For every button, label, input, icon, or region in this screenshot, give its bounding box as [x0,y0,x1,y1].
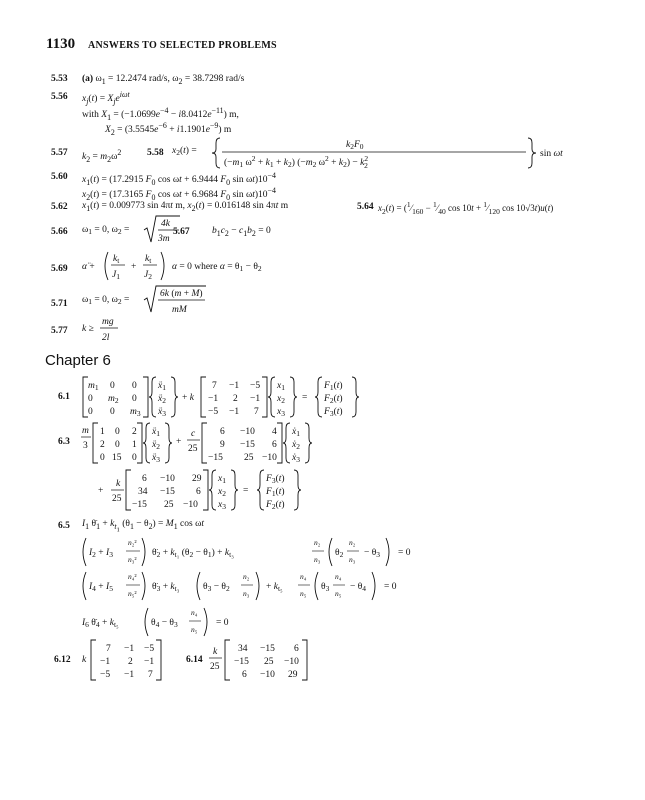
svg-text:−15: −15 [260,644,275,654]
svg-text:x3: $x_3$ [277,407,285,418]
answer-text: $I_1$ $\thetä_1 + k_{t_1}$ $(\theta_1 - \theta_2) = M_1$ cos ωt [82,519,204,534]
svg-text:n₃: n₃ [314,555,321,564]
svg-text:n₅²: n₅² [128,589,137,598]
svg-text:2: 2 [128,657,133,667]
svg-text:9: 9 [220,440,225,450]
svg-text:7: 7 [212,381,217,391]
svg-text:+: + [176,437,182,447]
svg-text:−15: −15 [208,453,223,463]
svg-text:n₂: n₂ [349,538,356,547]
svg-text:I4 + I5: $I_4 + I_5$ [89,582,113,593]
answer-label: 6.1 [58,392,70,402]
svg-text:0: 0 [110,407,115,417]
svg-text:−10: −10 [284,657,299,667]
svg-text:0: 0 [115,440,120,450]
answer-text: with $X_1 = (-1.0699e^{-4} - i8.0412e^{-11})$ m, [82,106,239,123]
svg-text:n₅: n₅ [300,589,307,598]
svg-text:0: 0 [132,453,137,463]
svg-text:=: = [302,393,308,403]
svg-text:25: 25 [188,444,198,454]
svg-text:ẍ1: ẍ$_1$ [158,381,166,392]
svg-text:− θ4: − $\theta_4$ [350,582,367,593]
answer-text: $x_j(t) = X_je^{i\omega t}$ [82,90,130,107]
svg-text:0: 0 [132,394,137,404]
svg-text:7: 7 [148,670,153,680]
svg-text:0: 0 [100,453,105,463]
svg-text:n₄: n₄ [335,572,342,581]
svg-text:ω1 = 0, ω2 =: $\omega_1 = 0$, $\omega_2$ = [82,225,130,236]
svg-text:−10: −10 [240,427,255,437]
svg-text:x2(t) =: $x_2(t)$ = [172,146,197,157]
svg-text:−5: −5 [250,381,261,391]
svg-text:0: 0 [110,381,115,391]
svg-text:25: 25 [264,657,274,667]
answer-text: $X_2 = (3.5545e^{-6} + i1.1901e^{-9})$ m [105,121,232,138]
answer-label: 5.66 [51,227,68,237]
svg-text:6k (m + M): 6k (m + M) [160,289,203,299]
svg-text:n₅: n₅ [191,625,198,634]
equation-5-77 [80,312,160,348]
svg-text:ẋ1: ẋ$_1$ [292,427,300,438]
svg-text:−1: −1 [100,657,111,667]
svg-text:J1: $J_1$ [112,270,120,281]
svg-text:ẋ2: ẋ$_2$ [292,440,300,451]
svg-text:0: 0 [88,394,93,404]
svg-text:−15: −15 [132,500,147,510]
svg-text:k ≥: k ≥ [82,324,94,334]
page-number: 1130 [46,36,76,52]
svg-text:ẍ3: ẍ$_3$ [158,407,166,418]
svg-text:−15: −15 [234,657,249,667]
svg-text:F3(t): $F_3(t)$ [324,407,343,418]
svg-text:−15: −15 [240,440,255,450]
svg-text:−10: −10 [183,500,198,510]
answer-text: $x_2(t) = (17.3165$ $F_0$ cos ωt + 6.9684 $F_0$ $\sin \omega t)10^{-4}$ [82,186,276,203]
svg-text:7: 7 [106,644,111,654]
svg-text:sin ωt: sin ωt [540,149,563,159]
svg-text:kt: $k_t$ [145,254,152,265]
svg-text:−1: −1 [144,657,155,667]
svg-text:0: 0 [115,427,120,437]
svg-text:F3(t): $F_3(t)$ [266,474,285,485]
svg-text:2: 2 [132,427,137,437]
svg-text:k: k [116,479,121,489]
svg-text:α = 0 where α = θ1 − θ2: α = 0 where $\alpha = \theta_1 - \theta_2$ [172,262,262,273]
answer-label: 5.57 [51,148,68,158]
svg-text:ẍ2: ẍ$_2$ [158,394,166,405]
svg-text:n₄: n₄ [300,572,307,581]
svg-text:25: 25 [210,662,220,672]
answer-label: 5.60 [51,172,68,182]
answer-label: 5.67 [173,227,190,237]
svg-text:7: 7 [254,407,259,417]
answer-text: $x_2(t)$ = ($^1⁄_{160}$ − $^1⁄_{40}$ $\cos 10t + ^1⁄_{120}$ cos 10√3t)u(t) [378,200,554,216]
svg-text:= 0: = 0 [216,618,229,628]
svg-text:6: 6 [294,644,299,654]
svg-text:α̈ +: α̈ + [82,262,95,272]
svg-text:ẍ1: ẍ$_1$ [152,427,160,438]
equation-6-1 [80,374,520,420]
svg-text:−1: −1 [124,670,135,680]
answer-label: 5.77 [51,326,68,336]
svg-text:m1: $m_1$ [88,381,99,392]
svg-text:mg: mg [102,317,114,327]
svg-text:6: 6 [142,474,147,484]
svg-text:= 0: = 0 [398,548,411,558]
svg-text:x3: $x_3$ [218,500,226,511]
svg-text:2l: 2l [102,333,110,343]
answer-label: 5.58 [147,148,164,158]
svg-text:6: 6 [272,440,277,450]
answer-label: 6.12 [54,655,71,665]
svg-text:k: k [213,647,218,657]
svg-text:+: + [98,486,104,496]
svg-text:−10: −10 [262,453,277,463]
svg-text:θ4 − θ3: $\theta_4 - \theta_3$ [151,618,178,629]
svg-text:34: 34 [238,644,248,654]
svg-text:x2: $x_2$ [277,394,285,405]
answer-label: 6.5 [58,521,70,531]
svg-text:15: 15 [112,453,122,463]
answer-label: 6.14 [186,655,203,665]
equation-6-3 [80,420,520,520]
svg-text:F1(t): $F_1(t)$ [266,487,285,498]
svg-text:+ kt₅: + $k_{t_5}$ [266,582,283,593]
svg-text:25: 25 [164,500,174,510]
svg-text:θ3 − θ2: $\theta_3 - \theta_2$ [203,582,230,593]
svg-text:θ̈3 + kt₃: $\thetä_3 + k_{t_3}$ [152,582,180,593]
svg-text:−10: −10 [160,474,175,484]
answer-text: $x_1(t) = (17.2915$ $F_0$ cos ωt + 6.9444 $F_0$ $\sin \omega t)10^{-4}$ [82,171,276,188]
svg-text:25: 25 [244,453,254,463]
svg-text:x1: $x_1$ [218,474,226,485]
svg-text:2: 2 [100,440,105,450]
svg-text:n₂: n₂ [314,538,321,547]
svg-text:34: 34 [138,487,148,497]
svg-text:4k: 4k [161,219,170,229]
svg-text:k2F0: $k_2F_0$ [346,140,364,151]
answer-label: 5.53 [51,74,68,84]
answer-label: 5.71 [51,299,68,309]
answer-label: 5.69 [51,264,68,274]
answer-label: 6.3 [58,437,70,447]
svg-text:6: 6 [196,487,201,497]
svg-text:25: 25 [112,494,122,504]
svg-text:= 0: = 0 [384,582,397,592]
svg-text:θ2: $\theta_2$ [335,548,344,559]
svg-text:x1: $x_1$ [277,381,285,392]
svg-text:+ k: + k [182,393,194,403]
svg-text:−15: −15 [160,487,175,497]
svg-text:−1: −1 [208,394,219,404]
svg-text:−5: −5 [208,407,219,417]
svg-text:mM: mM [172,305,187,315]
running-header: ANSWERS TO SELECTED PROBLEMS [88,40,277,51]
svg-text:n₃: n₃ [243,589,250,598]
svg-text:ẋ3: ẋ$_3$ [292,453,300,464]
svg-text:−1: −1 [229,407,240,417]
svg-text:kt: $k_t$ [113,254,120,265]
svg-text:F2(t): $F_2(t)$ [266,500,285,511]
svg-text:2: 2 [233,394,238,404]
svg-text:29: 29 [288,670,298,680]
svg-text:1: 1 [100,427,105,437]
svg-text:0: 0 [132,381,137,391]
svg-text:I6 θ̈4 + kt₅: $I_6$ $\thetä_4 + k_{t_5}$ [82,618,119,629]
answer-label: 5.62 [51,202,68,212]
svg-text:θ3: $\theta_3$ [321,582,330,593]
svg-text:4: 4 [272,427,277,437]
svg-text:− θ3: − $\theta_3$ [364,548,381,559]
svg-text:n₅: n₅ [335,589,342,598]
equation-6-12 [80,632,190,684]
svg-text:m2: $m_2$ [108,394,119,405]
svg-text:x2: $x_2$ [218,487,226,498]
equation-5-58 [170,132,563,172]
svg-text:J2: $J_2$ [144,270,152,281]
svg-text:F2(t): $F_2(t)$ [324,394,343,405]
svg-text:6: 6 [242,670,247,680]
svg-text:29: 29 [192,474,202,484]
answer-label: 5.64 [357,202,374,212]
chapter-heading: Chapter 6 [45,352,111,369]
svg-text:m: m [82,426,89,436]
svg-text:−5: −5 [144,644,155,654]
svg-text:k: k [82,655,87,665]
svg-text:n₄²: n₄² [128,572,137,581]
svg-text:m3: $m_3$ [130,407,141,418]
svg-text:c: c [191,429,196,439]
svg-text:n₃: n₃ [349,555,356,564]
svg-text:3: 3 [83,441,88,451]
equation-5-69 [80,246,280,284]
svg-text:ẍ3: ẍ$_3$ [152,453,160,464]
svg-text:n₄: n₄ [191,608,198,617]
svg-text:3m: 3m [158,234,170,244]
svg-text:−1: −1 [250,394,261,404]
svg-text:6: 6 [220,427,225,437]
equation-6-14 [208,632,328,684]
svg-text:θ̈2 + kt₁ (θ2 − θ1) + kt₃: $\thetä_2 + k_{t_1}$ $(\theta_2 - \theta_1) + k_{t_3}$ [152,548,234,559]
svg-text:1: 1 [132,440,137,450]
answer-text: $x_1(t) = 0.009773$ sin 4πt m, $x_2(t) = 0.016148$ sin 4πt m [82,201,289,213]
answer-text: $k_2 = m_2\omega^2$ [82,148,122,165]
answer-text: $b_1c_2 - c_1b_2 = 0$ [212,226,271,238]
svg-text:0: 0 [88,407,93,417]
svg-text:I2 + I3: $I_2 + I_3$ [89,548,113,559]
svg-text:=: = [243,486,249,496]
svg-text:ẍ2: ẍ$_2$ [152,440,160,451]
answer-text: (a) $\omega_1 = 12.2474$ rad/s, $\omega_2 = 38.7298$ rad/s [82,74,245,86]
svg-text:−1: −1 [124,644,135,654]
svg-text:n₂: n₂ [243,572,250,581]
svg-text:(−m1 ω2 + k1 + k2) (−m2 ω2 + k: ($-m_1$ $\omega^2 + k_1 + k_2$) ($-m_2$ $\omega^2 + k_2) - k^2$ 2 [224,154,369,170]
svg-text:−1: −1 [229,381,240,391]
svg-text:ω1 = 0, ω2 =: $\omega_1 = 0$, $\omega_2$ = [82,295,130,306]
svg-text:−5: −5 [100,670,111,680]
answer-label: 5.56 [51,92,68,102]
svg-text:n₃²: n₃² [128,555,137,564]
svg-text:F1(t): $F_1(t)$ [324,381,343,392]
svg-text:n₂²: n₂² [128,538,137,547]
svg-text:+: + [131,262,137,272]
svg-text:−10: −10 [260,670,275,680]
